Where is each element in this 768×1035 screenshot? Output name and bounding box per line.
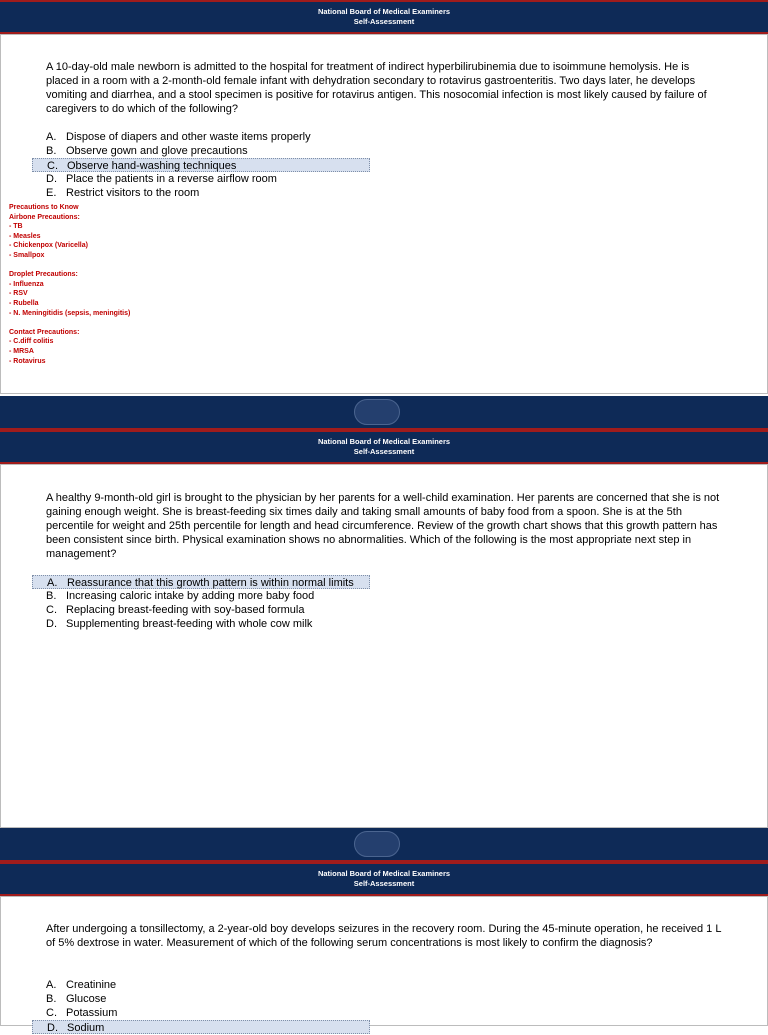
header-subtitle: Self-Assessment — [353, 17, 415, 26]
answer-option-e[interactable]: E. Restrict visitors to the room — [46, 187, 200, 199]
notes-title: Precautions to Know — [9, 204, 79, 211]
answer-option-d[interactable]: D. Supplementing breast-feeding with whole cow milk — [46, 618, 313, 630]
page-footer-2 — [0, 828, 768, 862]
answer-option-c-selected[interactable]: C. Observe hand-washing techniques — [32, 158, 370, 172]
answer-options-1 — [46, 130, 370, 200]
answer-option-a[interactable]: A. Creatinine — [46, 979, 117, 991]
note-item: - C.diff colitis — [9, 338, 54, 346]
answer-option-a[interactable]: A. Dispose of diapers and other waste items properly — [46, 131, 311, 143]
question-stem-1: A 10-day-old male newborn is admitted to the hospital for treatment of indirect hyperbilirubinemia due to isoimmune hemolysis. He is placed in a room with a 2-month-old female infant with dehydration secondary to rotavirus gastroenteritis. Two days later, he develops vomiting and diarrhea, and a stool specimen is positive for rotavirus antigen. This nosocomial infection is most likely caused by failure of caregivers to do which of the following? — [46, 61, 707, 115]
answer-option-b[interactable]: B. Increasing caloric intake by adding more baby food — [46, 590, 315, 602]
header-subtitle: Self-Assessment — [353, 447, 415, 456]
answer-options-2 — [46, 575, 370, 631]
question-stem-2: A healthy 9-month-old girl is brought to the physician by her parents for a well-child examination. Her parents are concerned that she is not gaining enough weight. She is breast-feeding six times daily and taking small amounts of baby food from a spoon. She is at the 5th percentile for weight and 25th percentile for length and head circumference. Review of the growth chart shows that this growth pattern has been consistent since birth. Physical examination shows no abnormalities. Which of the following is the most appropriate next step in management? — [46, 492, 720, 560]
header-subtitle: Self-Assessment — [353, 879, 415, 888]
answer-option-b[interactable]: B. Glucose — [46, 993, 107, 1005]
seal-icon — [354, 399, 400, 425]
page-header-2 — [0, 430, 768, 464]
page-footer-1 — [0, 396, 768, 430]
note-item: - Rotavirus — [9, 357, 46, 365]
note-item: - Rubella — [9, 299, 39, 307]
page-header-1 — [0, 0, 768, 34]
note-item: - TB — [9, 223, 23, 231]
header-title: National Board of Medical Examiners — [317, 437, 451, 446]
answer-option-b[interactable]: B. Observe gown and glove precautions — [46, 145, 248, 157]
droplet-heading: Droplet Precautions: — [9, 271, 78, 279]
contact-heading: Contact Precautions: — [9, 328, 80, 336]
note-item: - MRSA — [9, 347, 34, 355]
page-header-3 — [0, 862, 768, 896]
answer-options-3 — [46, 978, 370, 1034]
answer-option-d-selected[interactable]: D. Sodium — [32, 1020, 370, 1034]
header-title: National Board of Medical Examiners — [317, 869, 451, 878]
seal-icon — [354, 831, 400, 857]
precaution-notes — [9, 203, 130, 366]
airborne-heading: Airbone Precautions: — [9, 213, 80, 221]
header-title: National Board of Medical Examiners — [317, 7, 451, 16]
note-item: - Smallpox — [9, 251, 45, 259]
question-stem-3: After undergoing a tonsillectomy, a 2-year-old boy develops seizures in the recovery room. During the 45-minute operation, he received 1 L of 5% dextrose in water. Measurement of which of the following serum concentrations is most likely to confirm the diagnosis? — [46, 923, 722, 949]
note-item: - RSV — [9, 290, 28, 298]
answer-option-a-selected[interactable]: A. Reassurance that this growth pattern is within normal limits — [32, 575, 370, 589]
note-item: - Influenza — [9, 280, 44, 288]
answer-option-c[interactable]: C. Replacing breast-feeding with soy-based formula — [46, 604, 305, 616]
note-item: - N. Meningitidis (sepsis, meningitis) — [9, 309, 131, 317]
answer-option-d[interactable]: D. Place the patients in a reverse airflow room — [46, 173, 277, 185]
note-item: - Chickenpox (Varicella) — [9, 242, 88, 250]
note-item: - Measles — [9, 232, 41, 240]
answer-option-c[interactable]: C. Potassium — [46, 1007, 118, 1019]
